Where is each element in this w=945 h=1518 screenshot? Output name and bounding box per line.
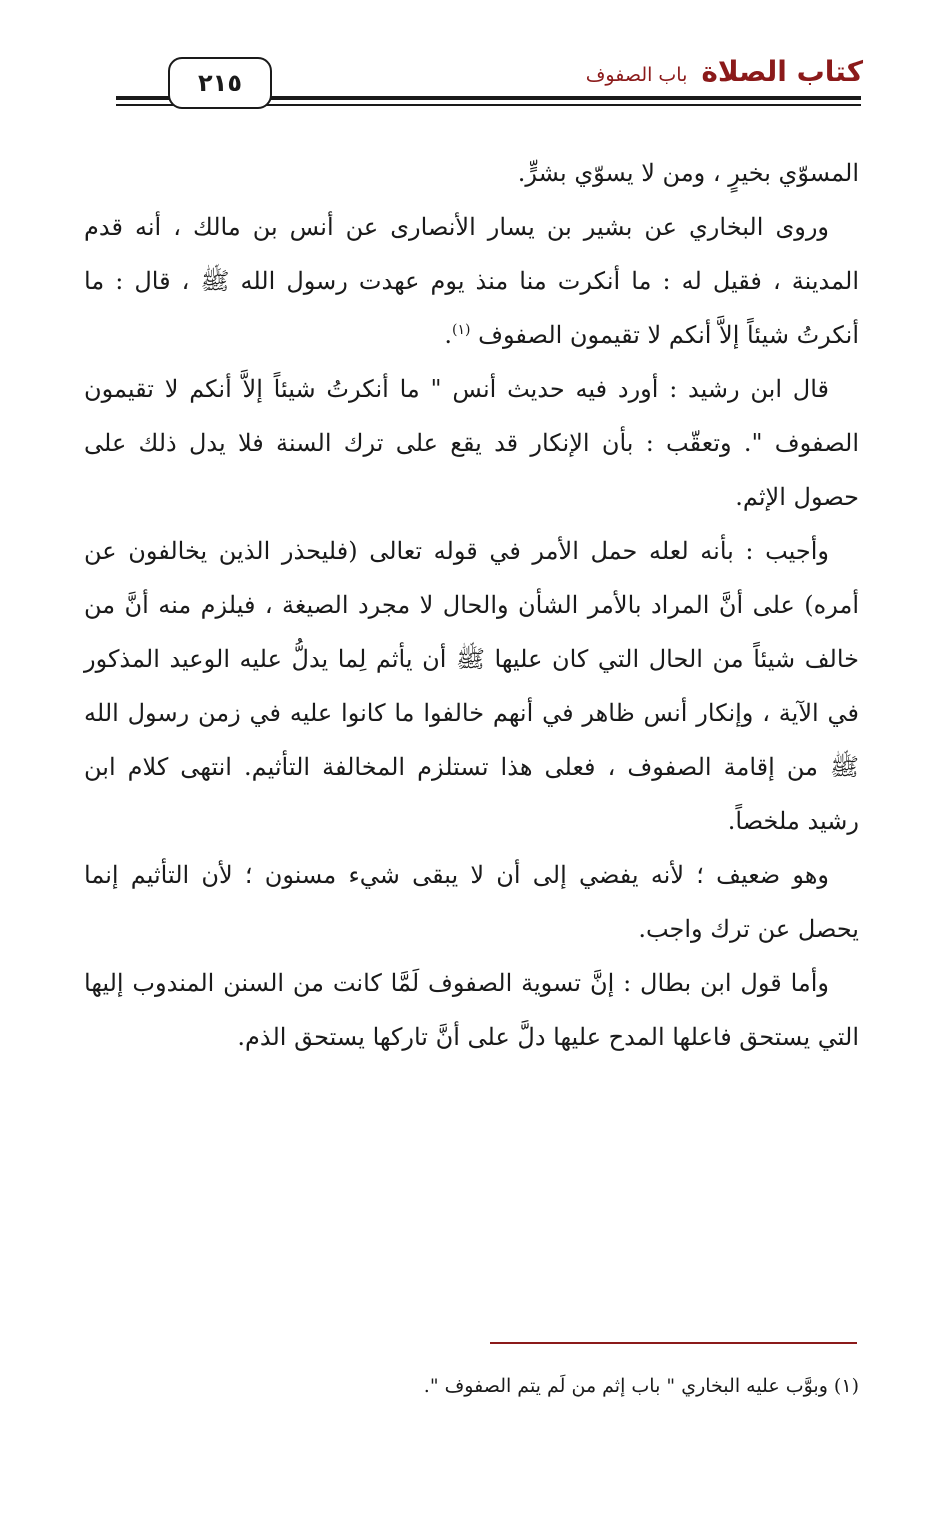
paragraph-3: قال ابن رشيد : أورد فيه حديث أنس " ما أنكرتُ شيئاً إلاَّ أنكم لا تقيمون الصفوف ". وتعقّب : بأن الإنكار قد يقع على ترك السنة فلا يدل ذلك على حصول الإثم. <box>84 375 859 511</box>
book-title: كتاب الصلاة <box>701 55 863 88</box>
paragraph-6: وأما قول ابن بطال : إنَّ تسوية الصفوف لَمَّا كانت من السنن المندوب إليها التي يستحق فاعلها المدح عليها دلَّ على أنَّ تاركها يستحق الذم. <box>84 969 859 1051</box>
paragraph-5: وهو ضعيف ؛ لأنه يفضي إلى أن لا يبقى شيء مسنون ؛ لأن التأثيم إنما يحصل عن ترك واجب. <box>84 861 859 943</box>
page-header <box>0 0 945 120</box>
footnote-separator <box>490 1342 857 1344</box>
main-text <box>84 146 859 1064</box>
footnote: (١) وبوَّب عليه البخاري " باب إثم من لَم يتم الصفوف ". <box>423 1375 859 1397</box>
chapter-title: باب الصفوف <box>585 64 688 86</box>
footnote-reference: (١) <box>451 322 471 338</box>
paragraph-4: وأجيب : بأنه لعله حمل الأمر في قوله تعالى (فليحذر الذين يخالفون عن أمره) على أنَّ المراد بالأمر الشأن والحال لا مجرد الصيغة ، فيلزم منه أنَّ من خالف شيئاً من الحال التي كان عليها ﷺ أن يأثم لِما يدلُّ عليه الوعيد المذكور في الآية ، وإنكار أنس ظاهر في أنهم خالفوا ما كانوا عليه في زمن رسول الله ﷺ من إقامة الصفوف ، فعلى هذا تستلزم المخالفة التأثيم. انتهى كلام ابن رشيد ملخصاً. <box>84 537 860 835</box>
running-title <box>586 55 863 88</box>
paragraph-1: المسوّي بخيرٍ ، ومن لا يسوّي بشرٍّ. <box>517 159 859 187</box>
paragraph-2-text: وروى البخاري عن بشير بن يسار الأنصارى عن أنس بن مالك ، أنه قدم المدينة ، فقيل له : ما أنكرت منا منذ يوم عهدت رسول الله ﷺ ، قال : ما أنكرتُ شيئاً إلاَّ أنكم لا تقيمون الصفوف <box>84 213 859 349</box>
page-number: ٢١٥ <box>168 57 272 109</box>
paragraph-2 <box>84 200 859 362</box>
paragraph-2-end: . <box>444 321 452 349</box>
